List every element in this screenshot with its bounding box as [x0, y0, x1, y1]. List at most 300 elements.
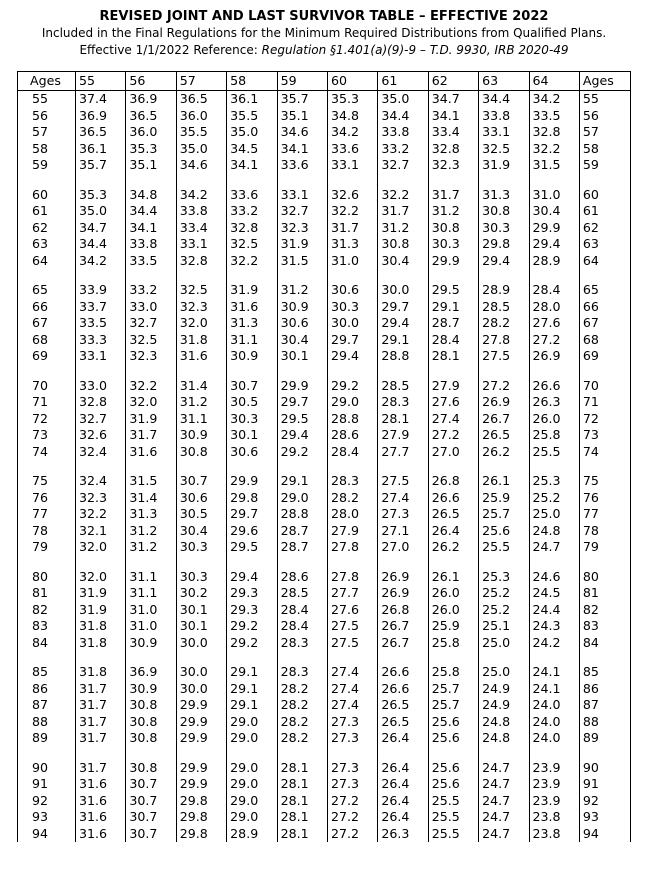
row-age-left: 56 [18, 108, 76, 125]
table-cell: 30.8 [126, 697, 176, 714]
table-cell: 34.1 [277, 141, 327, 158]
table-cell: 28.7 [428, 315, 478, 332]
table-cell: 26.4 [428, 523, 478, 540]
table-cell: 26.4 [378, 730, 428, 747]
table-cell: 31.9 [277, 236, 327, 253]
table-title: REVISED JOINT AND LAST SURVIVOR TABLE – EFFECTIVE 2022 [99, 9, 549, 24]
table-cell: 31.5 [277, 253, 327, 270]
table-cell: 30.3 [227, 411, 277, 428]
table-cell: 26.4 [378, 793, 428, 810]
table-cell: 26.6 [428, 490, 478, 507]
spacer-cell [76, 365, 126, 378]
table-cell: 28.8 [327, 411, 377, 428]
table-cell: 31.6 [227, 299, 277, 316]
spacer-cell [76, 651, 126, 664]
row-age-right: 82 [579, 602, 630, 619]
row-age-left: 75 [18, 473, 76, 490]
table-cell: 31.1 [176, 411, 226, 428]
row-age-left: 72 [18, 411, 76, 428]
table-cell: 28.1 [277, 826, 327, 843]
table-cell: 31.8 [176, 332, 226, 349]
table-cell: 32.7 [126, 315, 176, 332]
table-cell: 29.0 [227, 730, 277, 747]
table-cell: 29.9 [176, 697, 226, 714]
table-cell: 28.4 [277, 602, 327, 619]
table-cell: 32.1 [76, 523, 126, 540]
row-age-left: 57 [18, 124, 76, 141]
table-cell: 32.3 [277, 220, 327, 237]
table-cell: 30.5 [176, 506, 226, 523]
table-cell: 27.5 [378, 473, 428, 490]
table-cell: 34.4 [479, 91, 529, 108]
table-cell: 28.8 [277, 506, 327, 523]
table-cell: 25.2 [529, 490, 579, 507]
table-cell: 29.4 [378, 315, 428, 332]
table-cell: 35.7 [76, 157, 126, 174]
table-cell: 28.1 [277, 809, 327, 826]
table-header-row [18, 72, 631, 91]
spacer-cell [428, 365, 478, 378]
table-cell: 30.9 [176, 427, 226, 444]
row-age-left: 64 [18, 253, 76, 270]
table-row [18, 569, 631, 586]
table-cell: 24.1 [529, 664, 579, 681]
table-cell: 30.8 [378, 236, 428, 253]
row-age-left: 91 [18, 776, 76, 793]
table-cell: 31.4 [126, 490, 176, 507]
table-cell: 29.1 [227, 697, 277, 714]
table-cell: 24.0 [529, 697, 579, 714]
table-cell: 29.7 [277, 394, 327, 411]
spacer-cell [378, 651, 428, 664]
table-cell: 29.4 [479, 253, 529, 270]
spacer-cell [428, 747, 478, 760]
table-cell: 32.7 [378, 157, 428, 174]
table-cell: 32.0 [126, 394, 176, 411]
table-row [18, 282, 631, 299]
table-cell: 29.9 [529, 220, 579, 237]
table-cell: 25.2 [479, 585, 529, 602]
table-cell: 35.1 [126, 157, 176, 174]
table-cell: 24.7 [479, 809, 529, 826]
table-cell: 29.9 [227, 473, 277, 490]
table-cell: 32.2 [327, 203, 377, 220]
table-cell: 36.5 [76, 124, 126, 141]
table-cell: 25.5 [428, 809, 478, 826]
table-cell: 29.8 [479, 236, 529, 253]
table-cell: 33.4 [176, 220, 226, 237]
table-cell: 29.1 [227, 681, 277, 698]
table-cell: 24.0 [529, 730, 579, 747]
row-age-left: 76 [18, 490, 76, 507]
table-cell: 33.0 [126, 299, 176, 316]
table-cell: 29.2 [327, 378, 377, 395]
spacer-cell [227, 269, 277, 282]
table-cell: 28.8 [378, 348, 428, 365]
row-age-left: 63 [18, 236, 76, 253]
row-age-left: 89 [18, 730, 76, 747]
spacer-cell [76, 460, 126, 473]
table-cell: 23.9 [529, 776, 579, 793]
table-cell: 31.8 [76, 618, 126, 635]
table-cell: 25.5 [428, 826, 478, 843]
table-cell: 27.3 [327, 730, 377, 747]
column-header: 62 [428, 72, 478, 91]
table-cell: 27.4 [428, 411, 478, 428]
table-cell: 24.7 [479, 793, 529, 810]
row-age-right: 93 [579, 809, 630, 826]
table-cell: 36.5 [176, 91, 226, 108]
table-cell: 33.2 [227, 203, 277, 220]
table-row [18, 826, 631, 843]
table-cell: 31.0 [327, 253, 377, 270]
table-cell: 31.7 [327, 220, 377, 237]
table-cell: 34.2 [76, 253, 126, 270]
spacer-cell [18, 460, 76, 473]
column-header: 59 [277, 72, 327, 91]
row-age-right: 68 [579, 332, 630, 349]
row-age-left: 80 [18, 569, 76, 586]
table-cell: 34.8 [327, 108, 377, 125]
table-cell: 34.4 [126, 203, 176, 220]
table-cell: 36.1 [76, 141, 126, 158]
table-cell: 32.2 [227, 253, 277, 270]
table-row [18, 697, 631, 714]
table-cell: 33.5 [126, 253, 176, 270]
table-cell: 26.6 [378, 681, 428, 698]
row-age-left: 94 [18, 826, 76, 843]
table-cell: 30.8 [126, 760, 176, 777]
table-cell: 27.7 [327, 585, 377, 602]
table-cell: 24.9 [479, 697, 529, 714]
table-cell: 29.9 [176, 730, 226, 747]
table-cell: 36.9 [126, 664, 176, 681]
table-cell: 30.5 [227, 394, 277, 411]
table-cell: 24.7 [479, 826, 529, 843]
spacer-cell [227, 651, 277, 664]
row-age-left: 93 [18, 809, 76, 826]
spacer-cell [18, 556, 76, 569]
row-age-left: 78 [18, 523, 76, 540]
table-cell: 30.7 [126, 793, 176, 810]
table-subtitle: Included in the Final Regulations for the Minimum Required Distributions from Qualified Plans. [41, 26, 607, 40]
table-row [18, 490, 631, 507]
table-cell: 26.4 [378, 809, 428, 826]
table-cell: 25.6 [428, 776, 478, 793]
table-cell: 30.2 [176, 585, 226, 602]
row-age-right: 89 [579, 730, 630, 747]
row-age-left: 85 [18, 664, 76, 681]
spacer-cell [479, 747, 529, 760]
table-row [18, 760, 631, 777]
table-row [18, 681, 631, 698]
table-cell: 30.0 [327, 315, 377, 332]
table-cell: 28.2 [277, 681, 327, 698]
spacer-cell [428, 556, 478, 569]
table-cell: 31.3 [327, 236, 377, 253]
spacer-cell [579, 651, 630, 664]
table-cell: 30.3 [176, 539, 226, 556]
table-cell: 31.0 [529, 187, 579, 204]
spacer-cell [579, 174, 630, 187]
table-cell: 30.6 [327, 282, 377, 299]
spacer-cell [428, 174, 478, 187]
row-age-right: 71 [579, 394, 630, 411]
table-cell: 26.5 [428, 506, 478, 523]
spacer-cell [428, 651, 478, 664]
spacer-cell [378, 747, 428, 760]
table-cell: 31.9 [76, 585, 126, 602]
table-cell: 26.7 [378, 618, 428, 635]
spacer-cell [18, 747, 76, 760]
table-cell: 34.4 [76, 236, 126, 253]
table-cell: 27.7 [378, 444, 428, 461]
table-cell: 29.2 [277, 444, 327, 461]
table-row [18, 473, 631, 490]
spacer-cell [327, 556, 377, 569]
spacer-cell [378, 460, 428, 473]
table-cell: 28.9 [227, 826, 277, 843]
table-cell: 29.8 [176, 809, 226, 826]
table-cell: 30.7 [227, 378, 277, 395]
table-cell: 28.6 [277, 569, 327, 586]
spacer-cell [176, 269, 226, 282]
row-age-left: 77 [18, 506, 76, 523]
spacer-cell [227, 460, 277, 473]
row-age-left: 61 [18, 203, 76, 220]
table-cell: 33.1 [479, 124, 529, 141]
spacer-cell [176, 651, 226, 664]
table-cell: 32.8 [428, 141, 478, 158]
table-cell: 26.5 [479, 427, 529, 444]
row-age-left: 79 [18, 539, 76, 556]
spacer-cell [529, 651, 579, 664]
row-age-left: 88 [18, 714, 76, 731]
table-cell: 32.7 [76, 411, 126, 428]
spacer-cell [126, 365, 176, 378]
table-cell: 35.1 [277, 108, 327, 125]
table-cell: 27.4 [327, 664, 377, 681]
row-age-right: 91 [579, 776, 630, 793]
spacer-cell [529, 556, 579, 569]
row-age-right: 58 [579, 141, 630, 158]
table-row [18, 635, 631, 652]
table-cell: 31.3 [479, 187, 529, 204]
spacer-cell [529, 747, 579, 760]
group-spacer [18, 747, 631, 760]
table-cell: 30.0 [176, 681, 226, 698]
table-cell: 26.9 [529, 348, 579, 365]
spacer-cell [479, 174, 529, 187]
row-age-right: 64 [579, 253, 630, 270]
table-cell: 32.3 [76, 490, 126, 507]
table-row [18, 444, 631, 461]
row-age-left: 87 [18, 697, 76, 714]
table-cell: 25.8 [529, 427, 579, 444]
table-cell: 36.5 [126, 108, 176, 125]
table-cell: 32.4 [76, 444, 126, 461]
table-cell: 26.6 [529, 378, 579, 395]
spacer-cell [579, 747, 630, 760]
table-cell: 35.0 [378, 91, 428, 108]
table-cell: 24.5 [529, 585, 579, 602]
table-row [18, 187, 631, 204]
table-cell: 27.0 [378, 539, 428, 556]
spacer-cell [479, 556, 529, 569]
table-cell: 26.3 [378, 826, 428, 843]
spacer-cell [529, 269, 579, 282]
spacer-cell [76, 747, 126, 760]
table-cell: 34.8 [126, 187, 176, 204]
table-cell: 29.9 [176, 760, 226, 777]
table-cell: 31.6 [76, 809, 126, 826]
row-age-left: 73 [18, 427, 76, 444]
row-age-left: 74 [18, 444, 76, 461]
row-age-right: 55 [579, 91, 630, 108]
table-cell: 25.3 [529, 473, 579, 490]
row-age-left: 60 [18, 187, 76, 204]
table-cell: 31.8 [76, 664, 126, 681]
table-cell: 30.0 [176, 664, 226, 681]
table-cell: 27.4 [327, 681, 377, 698]
spacer-cell [479, 651, 529, 664]
row-age-right: 56 [579, 108, 630, 125]
table-cell: 36.0 [176, 108, 226, 125]
table-cell: 29.8 [176, 793, 226, 810]
table-cell: 35.5 [227, 108, 277, 125]
table-cell: 33.2 [126, 282, 176, 299]
row-age-right: 77 [579, 506, 630, 523]
table-cell: 28.1 [428, 348, 478, 365]
table-cell: 31.6 [76, 826, 126, 843]
spacer-cell [579, 556, 630, 569]
table-cell: 35.0 [76, 203, 126, 220]
table-cell: 26.2 [428, 539, 478, 556]
table-cell: 24.9 [479, 681, 529, 698]
table-cell: 36.0 [126, 124, 176, 141]
table-row [18, 124, 631, 141]
table-cell: 27.2 [327, 809, 377, 826]
table-cell: 26.8 [378, 602, 428, 619]
table-cell: 31.2 [277, 282, 327, 299]
regulation-reference: Regulation §1.401(a)(9)-9 – T.D. 9930, IRB 2020-49 [261, 43, 569, 57]
table-cell: 31.6 [76, 776, 126, 793]
table-cell: 32.6 [327, 187, 377, 204]
row-age-right: 79 [579, 539, 630, 556]
row-age-right: 70 [579, 378, 630, 395]
table-cell: 30.8 [176, 444, 226, 461]
row-age-right: 81 [579, 585, 630, 602]
table-cell: 29.5 [227, 539, 277, 556]
table-cell: 29.4 [327, 348, 377, 365]
spacer-cell [18, 174, 76, 187]
table-cell: 30.8 [126, 714, 176, 731]
table-cell: 27.5 [479, 348, 529, 365]
row-age-right: 88 [579, 714, 630, 731]
table-cell: 32.8 [176, 253, 226, 270]
table-cell: 30.3 [327, 299, 377, 316]
table-cell: 26.0 [428, 602, 478, 619]
spacer-cell [327, 174, 377, 187]
table-cell: 28.5 [277, 585, 327, 602]
table-cell: 26.1 [479, 473, 529, 490]
table-cell: 33.0 [76, 378, 126, 395]
table-cell: 34.1 [227, 157, 277, 174]
row-age-right: 67 [579, 315, 630, 332]
table-row [18, 315, 631, 332]
table-cell: 27.9 [428, 378, 478, 395]
column-header: 56 [126, 72, 176, 91]
table-cell: 28.2 [327, 490, 377, 507]
table-cell: 33.9 [76, 282, 126, 299]
table-cell: 36.9 [126, 91, 176, 108]
table-cell: 37.4 [76, 91, 126, 108]
table-row [18, 236, 631, 253]
table-cell: 23.9 [529, 793, 579, 810]
table-cell: 32.2 [76, 506, 126, 523]
table-cell: 24.7 [479, 760, 529, 777]
table-cell: 30.4 [277, 332, 327, 349]
spacer-cell [428, 269, 478, 282]
table-cell: 32.5 [479, 141, 529, 158]
table-cell: 30.6 [227, 444, 277, 461]
table-cell: 27.4 [378, 490, 428, 507]
table-cell: 30.8 [126, 730, 176, 747]
row-age-left: 59 [18, 157, 76, 174]
table-cell: 31.1 [126, 585, 176, 602]
row-age-right: 59 [579, 157, 630, 174]
table-cell: 33.1 [327, 157, 377, 174]
table-cell: 28.1 [277, 793, 327, 810]
row-age-right: 80 [579, 569, 630, 586]
table-row [18, 776, 631, 793]
table-cell: 34.1 [126, 220, 176, 237]
spacer-cell [529, 365, 579, 378]
table-cell: 34.7 [428, 91, 478, 108]
spacer-cell [176, 460, 226, 473]
table-cell: 28.3 [277, 635, 327, 652]
spacer-cell [479, 460, 529, 473]
table-cell: 31.9 [227, 282, 277, 299]
table-cell: 32.5 [176, 282, 226, 299]
table-cell: 27.8 [327, 569, 377, 586]
table-cell: 25.8 [428, 664, 478, 681]
table-cell: 30.8 [479, 203, 529, 220]
table-cell: 31.1 [126, 569, 176, 586]
table-cell: 27.0 [428, 444, 478, 461]
spacer-cell [529, 460, 579, 473]
spacer-cell [18, 365, 76, 378]
row-age-left: 55 [18, 91, 76, 108]
table-cell: 27.6 [327, 602, 377, 619]
table-cell: 30.7 [126, 826, 176, 843]
table-cell: 31.3 [126, 506, 176, 523]
table-cell: 27.9 [378, 427, 428, 444]
table-row [18, 108, 631, 125]
spacer-cell [277, 460, 327, 473]
table-cell: 31.9 [76, 602, 126, 619]
table-cell: 29.1 [227, 664, 277, 681]
spacer-cell [227, 747, 277, 760]
group-spacer [18, 365, 631, 378]
spacer-cell [327, 651, 377, 664]
table-cell: 28.2 [277, 697, 327, 714]
table-cell: 32.5 [126, 332, 176, 349]
table-cell: 28.0 [327, 506, 377, 523]
table-cell: 32.6 [76, 427, 126, 444]
table-cell: 31.8 [76, 635, 126, 652]
table-cell: 29.7 [227, 506, 277, 523]
